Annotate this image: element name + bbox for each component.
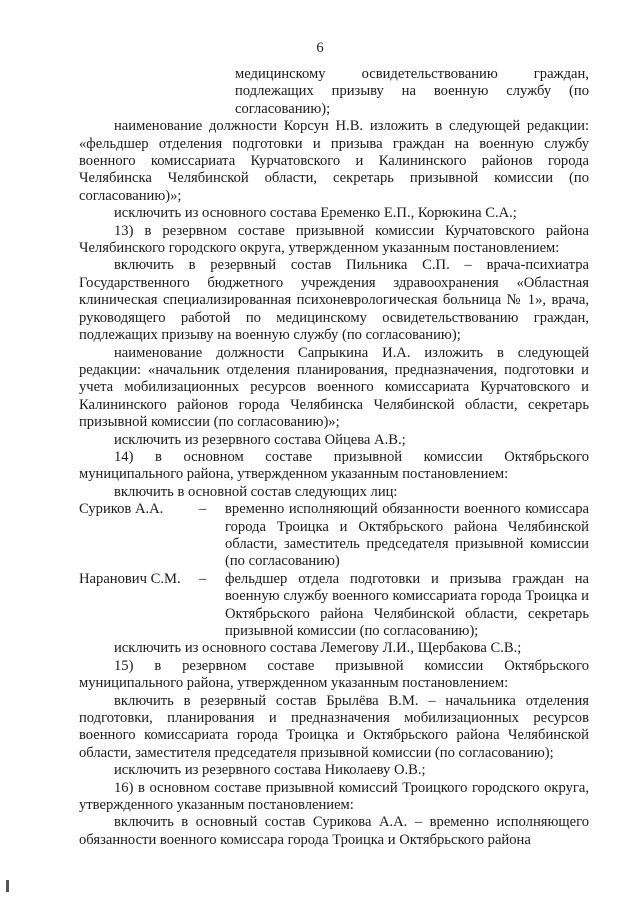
paragraph: 16) в основном составе призывной комиссий Троицкого городского округа, утвержденного указанным постановлением: bbox=[79, 779, 589, 814]
document-body bbox=[79, 66, 589, 849]
paragraph: включить в резервный состав Брылёва В.М. – начальника отделения подготовки, планирования и предназначения мобилизационных ресурсов военного комиссариата города Троицка и Октябрьского района Челябинской области, заместителя председателя призывной комиссии (по согласованию); bbox=[79, 692, 589, 761]
paragraph: исключить из резервного состава Ойцева А.В.; bbox=[114, 431, 406, 448]
member-description: фельдшер отдела подготовки и призыва граждан на военную службу военного комиссариата города Троицка и Октябрьского района Челябинской области, секретарь призывной комиссии (по согласованию); bbox=[225, 570, 589, 639]
paragraph: исключить из основного состава Еременко Е.П., Корюкина С.А.; bbox=[114, 205, 517, 222]
paragraph: исключить из резервного состава Николаеву О.В.; bbox=[114, 762, 426, 779]
page-number: 6 bbox=[316, 40, 324, 56]
member-name: Суриков А.А. bbox=[79, 501, 164, 518]
member-entry bbox=[79, 571, 589, 641]
member-name: Наранович С.М. bbox=[79, 570, 181, 587]
paragraph: включить в резервный состав Пильника С.П. – врача-психиатра Государственного бюджетного учреждения здравоохранения «Областная клиническая специализированная психоневрологическая больница № 1», врача, руководящего работой по медицинскому освидетельствованию граждан, подлежащих призыву на военную службу (по согласованию); bbox=[79, 257, 589, 344]
continuation-text: медицинскому освидетельствованию граждан, подлежащих призыву на военную службу (по согласованию); bbox=[235, 66, 589, 117]
paragraph: 13) в резервном составе призывной комиссии Курчатовского района Челябинского городского округа, утвержденном указанным постановлением: bbox=[79, 222, 589, 257]
paragraph: 15) в резервном составе призывной комиссии Октябрьского муниципального района, утвержденном указанным постановлением: bbox=[79, 657, 589, 692]
paragraph: включить в основный состав Сурикова А.А. – временно исполняющего обязанности военного комиссара города Троицка и Октябрьского района bbox=[79, 814, 589, 848]
paragraph: наименование должности Корсун Н.В. изложить в следующей редакции: «фельдшер отделения подготовки и призыва граждан на военную службу военного комиссариата Курчатовского и Калининского районов города Челябинска Челябинской области, секретарь призывной комиссии (по согласованию)»; bbox=[79, 118, 589, 204]
paragraph: исключить из основного состава Лемегову Л.И., Щербакова С.В.; bbox=[114, 640, 522, 657]
member-dash: – bbox=[199, 570, 207, 587]
scan-edge-mark bbox=[6, 880, 9, 892]
member-dash: – bbox=[199, 501, 207, 518]
member-description: временно исполняющий обязанности военного комиссара города Троицка и Октябрьского района Челябинской области, заместитель председателя призывной комиссии (по согласованию) bbox=[225, 501, 589, 570]
paragraph: наименование должности Сапрыкина И.А. изложить в следующей редакции: «начальник отделения планирования, предназначения, подготовки и учета мобилизационных ресурсов военного комиссариата Курчатовского и Калининского районов города Челябинска Челябинской области, секретарь призывной комиссии (по согласованию)»; bbox=[79, 344, 589, 431]
paragraph: 14) в основном составе призывной комиссии Октябрьского муниципального района, утвержденном указанным постановлением: bbox=[79, 448, 589, 483]
paragraph: включить в основной состав следующих лиц: bbox=[114, 483, 398, 500]
member-entry bbox=[79, 501, 589, 571]
